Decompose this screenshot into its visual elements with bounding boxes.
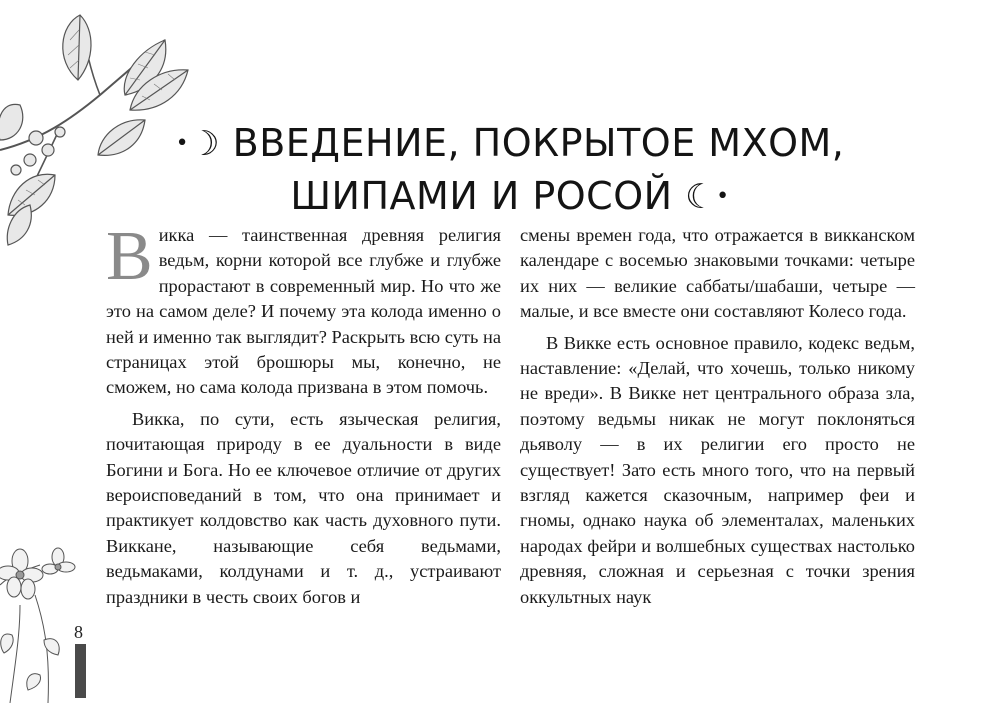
text-column-right (520, 223, 915, 610)
chapter-title-text-2: ШИПАМИ И РОСОЙ (290, 174, 673, 219)
text-column-left (106, 218, 501, 610)
flower-illustration (0, 545, 80, 703)
chapter-title-line-2 (150, 170, 870, 223)
paragraph-text: икка — таинственная древняя религия ведьм, корни которой все глубже и глубже прорастают в современный мир. Но что же это на самом деле? И почему эта колода именно о ней и именно так выглядит? Раскрыть всю суть на страницах этой брошюры мы, конечно, не сможем, но сама колода призвана в этом помочь. (106, 225, 501, 398)
dot-ornament-icon: • (175, 131, 190, 157)
drop-cap: В (106, 218, 153, 295)
paragraph: смены времен года, что отражается в викканском календаре с восемью знаковыми точками: четыре их них — великие саббаты/шабаши, четыре — малые, и все вместе они составляют Колесо года. (520, 225, 915, 322)
page-number: 8 (74, 622, 83, 642)
crescent-moon-icon: ☽ (189, 124, 221, 165)
dot-ornament-icon: • (716, 184, 730, 210)
crescent-moon-icon: ☾ (685, 177, 717, 218)
paragraph: В Викке есть основное правило, кодекс ведьм, наставление: «Делай, что хочешь, только никому не вреди». В Викке нет центрального образа зла, поэтому ведьмы никак не могут поклоняться дьяволу — в их религии его просто не существует! Зато есть много того, что на первый взгляд кажется сказочным, например феи и гномы, однако наука об элементалах, маленьких народах фейри и волшебных существах настолько древняя, сложная и серьезная с точки зрения оккультных наук (520, 332, 915, 607)
paragraph: Викка, по сути, есть языческая религия, почитающая природу в ее дуальности в виде Богини и Бога. Но ее ключевое отличие от других вероисповеданий в том, что она принимает и практикует колдовство как часть духовного пути. Викканe, называющие себя ведьмами, ведьмаками, колдунами и т. д., устраивают праздники в честь своих богов и (106, 408, 501, 607)
paragraph (106, 218, 501, 401)
chapter-title (150, 117, 870, 223)
chapter-title-text-1: ВВЕДЕНИЕ, ПОКРЫТОЕ МХОМ, (232, 121, 845, 166)
page-marker-bar (75, 644, 86, 698)
chapter-title-line-1 (150, 117, 870, 170)
